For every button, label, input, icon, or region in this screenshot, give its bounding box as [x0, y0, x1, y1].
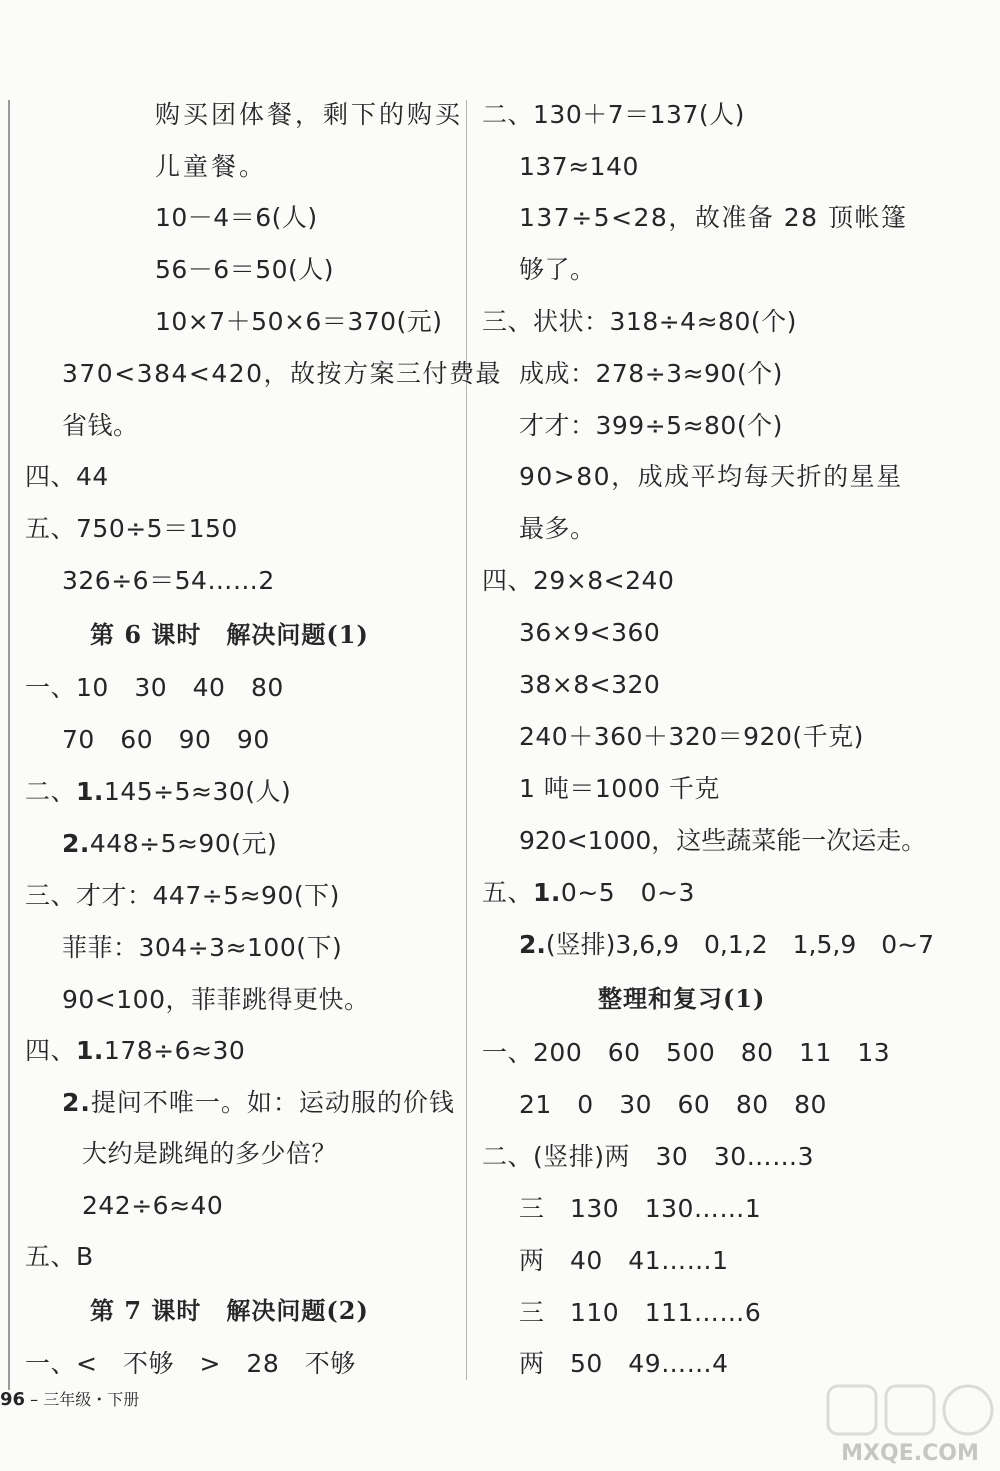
answer-text: B: [76, 1242, 94, 1271]
lesson6-q2-answer: [25, 777, 291, 807]
review-q1-answer: [482, 1038, 890, 1068]
answer-text: (竖排)3,6,9 0,1,2 1,5,9 0~7: [545, 930, 935, 959]
question-label: 一、: [25, 673, 77, 702]
answer-line: 137÷5<28，故准备 28 顶帐篷: [519, 203, 908, 232]
question-label: 一、: [25, 1349, 77, 1378]
left-margin-rule: [8, 100, 10, 1390]
answer-line: 成成：278÷3≈90(个): [519, 359, 783, 388]
lesson6-q3-answer: [25, 881, 340, 911]
section-heading-lesson-7: 第 7 课时 解决问题(2): [90, 1296, 369, 1325]
answer-text: (竖排)两 30 30……3: [533, 1142, 815, 1171]
question-label: 二、: [482, 100, 534, 129]
lesson6-q5-answer: [25, 1242, 94, 1272]
watermark-logo: [820, 1380, 1000, 1471]
answer-line: [519, 930, 934, 960]
question-5-answer: [25, 514, 238, 544]
answer-line: 326÷6＝54……2: [62, 566, 275, 595]
lesson6-q1-answer: [25, 673, 284, 703]
answer-line: 242÷6≈40: [82, 1191, 224, 1220]
question-5-answer: [482, 878, 695, 908]
answer-text: 44: [76, 462, 109, 491]
item-number: 2.: [519, 930, 546, 959]
question-label: 一、: [482, 1038, 534, 1067]
footer-dash: –: [30, 1390, 39, 1409]
page-footer: [0, 1387, 139, 1410]
section-heading-review: 整理和复习(1): [598, 984, 766, 1013]
answer-text: 提问不唯一。如：运动服的价钱: [90, 1088, 455, 1117]
answer-line: 56－6＝50(人): [155, 255, 335, 284]
answer-line: 最多。: [519, 514, 596, 543]
answer-text: 448÷5≈90(元): [89, 829, 278, 858]
answer-line: [62, 1088, 455, 1118]
question-4-answer: [25, 462, 109, 492]
answer-text: 130＋7＝137(人): [533, 100, 745, 129]
question-4-answer: [482, 566, 674, 596]
answer-text: 才才：447÷5≈90(下): [76, 881, 340, 910]
answer-line: 10－4＝6(人): [155, 203, 318, 232]
answer-line: 90>80，成成平均每天折的星星: [519, 462, 903, 491]
item-number: 2.: [62, 829, 90, 858]
answer-text: 178÷6≈30: [103, 1036, 246, 1065]
answer-line: 370<384<420，故按方案三付费最: [62, 359, 503, 388]
item-number: 1.: [533, 878, 561, 907]
question-label: 四、: [25, 1036, 77, 1065]
watermark-url: MXQE.COM: [841, 1441, 979, 1466]
answer-line: 36×9<360: [519, 618, 661, 647]
column-divider: [466, 100, 467, 1380]
question-2-answer: [482, 100, 745, 130]
answer-line: 三 110 111……6: [519, 1298, 762, 1327]
question-label: 五、: [25, 514, 77, 543]
answer-line: 920<1000，这些蔬菜能一次运走。: [519, 826, 927, 855]
answer-line: 240＋360＋320＝920(千克): [519, 722, 864, 751]
answer-text: 10 30 40 80: [76, 673, 284, 702]
answer-line: 90<100，菲菲跳得更快。: [62, 985, 370, 1014]
question-3-answer: [482, 307, 797, 337]
question-label: 三、: [482, 307, 534, 336]
answer-line: 菲菲：304÷3≈100(下): [62, 933, 343, 962]
answer-line: 才才：399÷5≈80(个): [519, 411, 783, 440]
answer-line: 两 50 49……4: [519, 1349, 729, 1378]
answer-line: 儿童餐。: [155, 152, 268, 181]
answer-line: 70 60 90 90: [62, 725, 270, 754]
question-label: 二、: [482, 1142, 534, 1171]
answer-line: 两 40 41……1: [519, 1246, 729, 1275]
lesson6-q4-answer: [25, 1036, 245, 1066]
footer-grade: 三年级・下册: [43, 1390, 140, 1409]
answer-text: 0~5 0~3: [560, 878, 695, 907]
answer-line: 38×8<320: [519, 670, 661, 699]
answer-line: 10×7＋50×6＝370(元): [155, 307, 443, 336]
answer-text: 750÷5＝150: [76, 514, 238, 543]
item-number: 2.: [62, 1088, 91, 1117]
answer-line: [62, 829, 277, 859]
answer-line: 137≈140: [519, 152, 639, 181]
review-q2-answer: [482, 1142, 814, 1172]
answer-line: 大约是跳绳的多少倍？: [82, 1139, 338, 1168]
question-label: 五、: [25, 1242, 77, 1271]
answer-text: 状状：318÷4≈80(个): [533, 307, 797, 336]
section-heading-lesson-6: 第 6 课时 解决问题(1): [90, 620, 369, 649]
answer-text: 200 60 500 80 11 13: [533, 1038, 891, 1067]
question-label: 四、: [25, 462, 77, 491]
answer-text: 29×8<240: [533, 566, 675, 595]
answer-line: 购买团体餐，剩下的购买: [155, 100, 464, 129]
answer-text: < 不够 > 28 不够: [76, 1349, 356, 1378]
answer-text: 145÷5≈30(人): [103, 777, 292, 806]
item-number: 1.: [76, 777, 104, 806]
question-label: 四、: [482, 566, 534, 595]
answer-line: 21 0 30 60 80 80: [519, 1090, 827, 1119]
lesson7-q1-answer: [25, 1349, 356, 1379]
answer-line: 三 130 130……1: [519, 1194, 762, 1223]
question-label: 二、: [25, 777, 77, 806]
answer-line: 省钱。: [62, 411, 139, 440]
question-label: 五、: [482, 878, 534, 907]
answer-line: 1 吨＝1000 千克: [519, 774, 720, 803]
question-label: 三、: [25, 881, 77, 910]
answer-line: 够了。: [519, 255, 596, 284]
page-number: 96: [0, 1389, 26, 1410]
item-number: 1.: [76, 1036, 104, 1065]
